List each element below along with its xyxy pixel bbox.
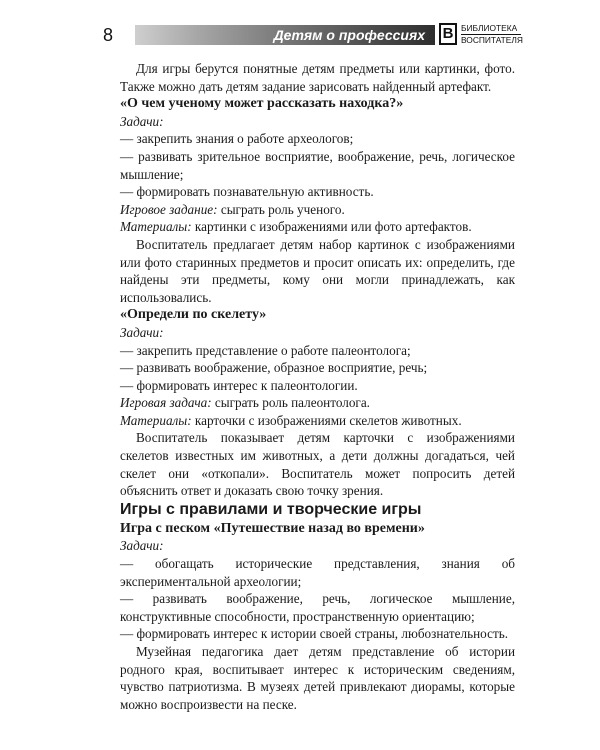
section-heading: Игры с правилами и творческие игры	[120, 500, 422, 518]
game-title-3: Игра с песком «Путешествие назад во времени»	[120, 520, 425, 536]
tasks-label-1: Задачи:	[120, 113, 164, 129]
task-item: — закрепить знания о работе археологов;	[120, 131, 354, 147]
materials-label: Материалы:	[120, 412, 192, 428]
game-task-line-2	[120, 394, 515, 412]
task-item: — обогащать исторические представления, знания об экспериментальной археологии;	[120, 556, 515, 589]
game-description-2: Воспитатель показывает детям карточки с изображениями скелетов известных им животных, а дети должны догадаться, чей скелет они «откопали». Воспитатель может попросить детей объяснить ответ и доказать свою точку зрения.	[120, 430, 515, 499]
game-block-1	[120, 95, 515, 306]
series-line-2: ВОСПИТАТЕЛЯ	[461, 35, 523, 45]
page-content	[120, 60, 515, 713]
task-item: — формировать интерес к истории своей страны, любознательность.	[120, 626, 509, 642]
materials-text: картинки с изображениями или фото артефактов.	[191, 219, 472, 235]
game-task-label: Игровая задача:	[120, 395, 212, 411]
game-task-text: сыграть роль палеонтолога.	[211, 395, 370, 411]
series-logo-icon: В	[439, 23, 457, 45]
game-title-2: «Определи по скелету»	[120, 307, 267, 323]
tasks-label-3: Задачи:	[120, 538, 164, 554]
materials-text: карточки с изображениями скелетов животных.	[191, 412, 462, 428]
series-name	[461, 23, 521, 47]
page-header	[103, 23, 523, 47]
game-task-label: Игровое задание:	[120, 201, 218, 217]
intro-paragraph: Для игры берутся понятные детям предметы или картинки, фото. Также можно дать детям задание зарисовать найденный артефакт.	[120, 61, 515, 94]
task-item: — формировать познавательную активность.	[120, 184, 374, 200]
game-title-1: «О чем ученому может рассказать находка?»	[120, 96, 404, 112]
game-block-2	[120, 306, 515, 500]
game-block-3	[120, 520, 515, 714]
tasks-label-2: Задачи:	[120, 324, 164, 340]
game-task-line-1	[120, 201, 515, 219]
task-item: — развивать зрительное восприятие, воображение, речь, логическое мышление;	[120, 148, 515, 182]
game-task-text: сыграть роль ученого.	[217, 201, 345, 217]
game-description-1: Воспитатель предлагает детям набор картинок с изображениями или фото старинных предметов и просит описать их: определить, где найдены эти предметы, кому они могли принадлежать, как использовались.	[120, 236, 515, 305]
task-item: — развивать воображение, образное восприятие, речь;	[120, 360, 428, 376]
page-number: 8	[103, 25, 114, 45]
task-item: — закрепить представление о работе палеонтолога;	[120, 342, 411, 358]
materials-line-2	[120, 412, 515, 430]
running-title: Детям о профессиях	[273, 27, 425, 43]
series-line-1: БИБЛИОТЕКА	[461, 23, 518, 33]
task-item: — формировать интерес к палеонтологии.	[120, 377, 358, 393]
materials-line-1	[120, 218, 515, 236]
game-description-3: Музейная педагогика дает детям представление об истории родного края, воспитывает интерес к историческим сведениям, чувство патриотизма. В музеях детей привлекают диорамы, которые можно воспроизвести на песке.	[120, 644, 515, 712]
materials-label: Материалы:	[120, 219, 192, 235]
task-item: — развивать воображение, речь, логическое мышление, конструктивные способности, пространственную ориентацию;	[120, 591, 515, 624]
